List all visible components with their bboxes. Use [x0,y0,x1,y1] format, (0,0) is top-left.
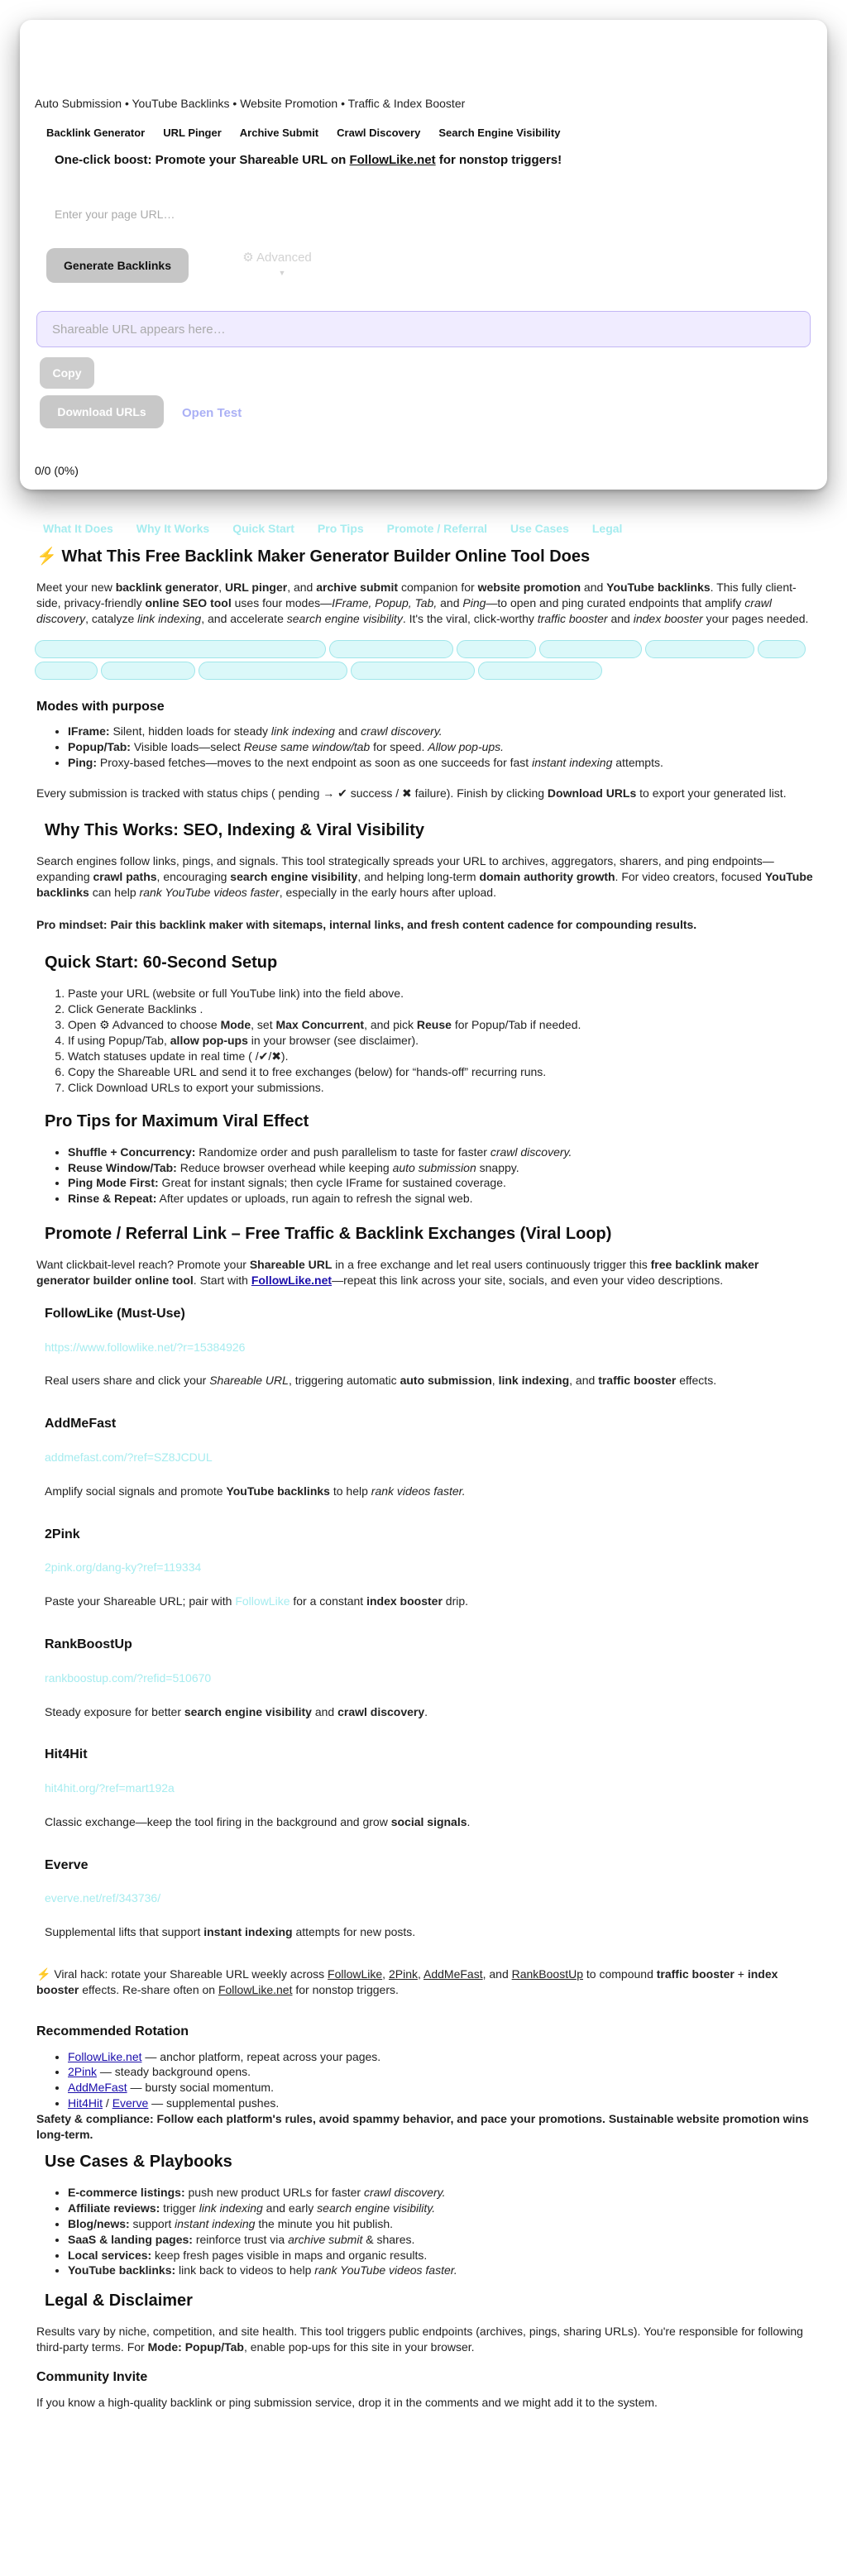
shareable-url-box [36,311,811,347]
exchange-item [45,1305,814,1388]
exchange-link[interactable]: addmefast.com/?ref=SZ8JCDUL [45,1450,213,1464]
followlike-link[interactable]: FollowLike.net [349,153,436,167]
everve-link[interactable]: Everve [112,2096,149,2110]
quick-start-steps [36,986,814,1095]
list-item: • AddMeFast — bursty social momentum. [68,2080,814,2096]
addmefast-link[interactable]: AddMeFast [68,2081,127,2095]
status-chip [199,662,347,680]
exchange-description: Supplemental lifts that support instant indexing attempts for new posts. [45,1925,416,1939]
community-heading: Community Invite [36,2370,148,2385]
followlike-link[interactable]: FollowLike.net [68,2049,142,2063]
chevron-down-icon: ▼ [278,269,286,278]
nav-why-it-works[interactable]: Why It Works [136,522,210,535]
status-chip [478,662,602,680]
list-item: 2. Click Generate Backlinks . [68,1001,814,1017]
rotation-list [36,2049,814,2112]
list-item: • Blog/news: support instant indexing the minute you hit publish. [68,2216,814,2232]
list-item: 5. Watch statuses update in real time ( /✔/✖). [68,1049,814,1064]
why-it-works-heading: Why This Works: SEO, Indexing & Viral Visibility [45,820,424,839]
list-item: • Affiliate reviews: trigger link indexing and early search engine visibility. [68,2201,814,2216]
exchange-description: Amplify social signals and promote YouTube backlinks to help rank videos faster. [45,1484,466,1498]
list-item: • IFrame: Silent, hidden loads for steady link indexing and crawl discovery. [68,724,814,739]
list-item: • Hit4Hit / Everve — supplemental pushes. [68,2096,814,2111]
exchange-item [45,1636,814,1719]
list-item: • 2Pink — steady background opens. [68,2064,814,2080]
list-item: • Local services: keep fresh pages visible in maps and organic results. [68,2248,814,2263]
exchange-list [45,1305,814,1940]
list-item: • Reuse Window/Tab: Reduce browser overhead while keeping auto submission snappy. [68,1160,814,1176]
open-test-link[interactable]: Open Test [182,406,242,420]
promote-paragraph: Want clickbait-level reach? Promote your Shareable URL in a free exchange and let real users continuously trigger this free backlink maker generator builder online tool. Start with FollowLike.net—repeat this link across your site, socials, and even your video descriptions. [36,1258,759,1288]
tab-backlink-generator[interactable]: Backlink Generator [46,127,146,139]
promote-heading: Promote / Referral Link – Free Traffic & Backlink Exchanges (Viral Loop) [45,1225,612,1244]
modes-heading: Modes with purpose [36,699,165,714]
viral-hack-callout: ⚡ Viral hack: rotate your Shareable URL weekly across FollowLike, 2Pink, AddMeFast, and RankBoostUp to compound traffic booster + index booster effects. Re-share often on FollowLike.net for nonstop triggers. [36,1967,778,1997]
list-item: 6. Copy the Shareable URL and send it to free exchanges (below) for “hands-off” recurring runs. [68,1064,814,1080]
nav-pro-tips[interactable]: Pro Tips [317,522,364,535]
followlike-link[interactable]: FollowLike.net [251,1274,333,1288]
followlike-net-link[interactable]: FollowLike.net [218,1983,293,1997]
list-item: • SaaS & landing pages: reinforce trust via archive submit & shares. [68,2232,814,2248]
use-cases-list [36,2185,814,2278]
exchange-name: Everve [45,1857,89,1872]
generate-backlinks-button[interactable]: Generate Backlinks [46,248,189,283]
pro-tips-heading: Pro Tips for Maximum Viral Effect [45,1111,309,1130]
nav-promote-referral[interactable]: Promote / Referral [386,522,488,535]
exchange-description: Real users share and click your Shareable URL, triggering automatic auto submission, link indexing, and traffic booster effects. [45,1374,717,1388]
status-chip [35,662,98,680]
tool-tabs [38,119,568,147]
status-chip [101,662,195,680]
boost-banner: One-click boost: Promote your Shareable URL on FollowLike.net for nonstop triggers! [55,153,562,167]
status-chip [645,640,754,658]
exchange-item [45,1526,814,1609]
legal-paragraph: Results vary by niche, competition, and site health. This tool triggers public endpoints (archives, pings, sharing URLs). You're responsible for following third-party terms. For Mode: Popup/Tab, enable pop-ups for this site in your browser. [36,2325,803,2354]
exchange-description: Paste your Shareable URL; pair with FollowLike for a constant index booster drip. [45,1594,469,1608]
safety-callout: Safety & compliance: Follow each platform's rules, avoid spammy behavior, and pace your promotions. Sustainable website promotion wins long-term. [36,2112,809,2142]
why-paragraph: Search engines follow links, pings, and signals. This tool strategically spreads your URL to archives, aggregators, sharers, and ping endpoints—expanding crawl paths, encouraging search engine visibility, and helping long-term domain authority growth. For video creators, focused YouTube backlinks can help rank YouTube videos faster, especially in the early hours after upload. [36,853,813,899]
status-chip [35,640,326,658]
exchange-item [45,1857,814,1940]
status-chip [329,640,453,658]
community-paragraph: If you know a high-quality backlink or ping submission service, drop it in the comments and we might add it to the system. [36,2395,658,2409]
advanced-label: Advanced [256,251,312,265]
tracking-paragraph: Every submission is tracked with status chips ( pending → ✔ success / ✖ failure). Finish by clicking Download URLs to export your generated list. [36,786,787,800]
list-item: • E-commerce listings: push new product URLs for faster crawl discovery. [68,2185,814,2201]
list-item: • Ping Mode First: Great for instant signals; then cycle IFrame for sustained coverage. [68,1175,814,1191]
tool-card [20,20,827,490]
list-item: • Shuffle + Concurrency: Randomize order and push parallelism to taste for faster crawl discovery. [68,1145,814,1160]
list-item: • FollowLike.net — anchor platform, repeat across your pages. [68,2049,814,2065]
exchange-link[interactable]: hit4hit.org/?ref=mart192a [45,1781,175,1795]
list-item: 3. Open ⚙ Advanced to choose Mode, set Max Concurrent, and pick Reuse for Popup/Tab if needed. [68,1017,814,1033]
exchange-link[interactable]: everve.net/ref/343736/ [45,1891,161,1905]
addmefast-link[interactable]: AddMeFast [424,1967,483,1981]
exchange-name: FollowLike (Must-Use) [45,1306,185,1321]
exchange-name: Hit4Hit [45,1747,88,1762]
tab-url-pinger[interactable]: URL Pinger [163,127,222,139]
copy-button[interactable]: Copy [40,357,94,389]
nav-what-it-does[interactable]: What It Does [43,522,113,535]
modes-list [36,724,814,771]
exchange-item [45,1415,814,1498]
status-chip [457,640,536,658]
2pink-link[interactable]: 2Pink [388,1967,418,1981]
list-item: • Popup/Tab: Visible loads—select Reuse same window/tab for speed. Allow pop-ups. [68,739,814,755]
legal-heading: Legal & Disclaimer [45,2292,193,2311]
progress-counter: 0/0 (0%) [35,464,79,477]
shareable-url-field[interactable] [50,322,547,337]
exchange-link[interactable]: rankboostup.com/?refid=510670 [45,1670,212,1685]
use-cases-heading: Use Cases & Playbooks [45,2152,232,2171]
list-item: 4. If using Popup/Tab, allow pop-ups in your browser (see disclaimer). [68,1033,814,1049]
tab-search-engine-visibility[interactable]: Search Engine Visibility [438,127,561,139]
gear-icon: ⚙ [242,251,254,265]
exchange-name: RankBoostUp [45,1637,132,1652]
tab-archive-submit[interactable]: Archive Submit [239,127,319,139]
list-item: • YouTube backlinks: link back to videos to help rank YouTube videos faster. [68,2263,814,2278]
list-item: 1. Paste your URL (website or full YouTube link) into the field above. [68,986,814,1001]
page-url-input[interactable] [53,207,384,222]
tool-tagline: Auto Submission • YouTube Backlinks • Website Promotion • Traffic & Index Booster [35,97,466,110]
exchange-name: 2Pink [45,1527,80,1541]
status-chip [351,662,475,680]
nav-use-cases[interactable]: Use Cases [510,522,569,535]
intro-paragraph: Meet your new backlink generator, URL pinger, and archive submit companion for website promotion and YouTube backlinks. This fully client-side, privacy-friendly online SEO tool uses four modes—IFrame, Popup, Tab, and Ping—to open and ping curated endpoints that amplify crawl discovery, catalyze link indexing, and accelerate search engine visibility. It's the viral, click-worthy traffic booster and index booster your pages needed. [36,581,809,625]
tab-crawl-discovery[interactable]: Crawl Discovery [337,127,421,139]
section-nav [43,521,622,537]
status-chip [758,640,806,658]
exchange-link[interactable]: https://www.followlike.net/?r=15384926 [45,1340,246,1354]
download-urls-button[interactable]: Download URLs [40,395,164,428]
list-item: • Rinse & Repeat: After updates or uploads, run again to refresh the signal web. [68,1191,814,1207]
rotation-heading: Recommended Rotation [36,2024,189,2038]
advanced-toggle[interactable] [223,250,331,278]
exchange-item [45,1746,814,1829]
hit4hit-link[interactable]: Hit4Hit [68,2096,103,2110]
exchange-description: Classic exchange—keep the tool firing in the background and grow social signals. [45,1814,471,1828]
exchange-description: Steady exposure for better search engine visibility and crawl discovery. [45,1704,428,1718]
exchange-link[interactable]: 2pink.org/dang-ky?ref=119334 [45,1560,202,1575]
article-content [36,546,814,2419]
list-item: 7. Click Download URLs to export your submissions. [68,1080,814,1096]
what-it-does-heading: ⚡ What This Free Backlink Maker Generator Builder Online Tool Does [36,547,591,566]
pro-tips-list [36,1145,814,1207]
pro-mindset-callout: Pro mindset: Pair this backlink maker with sitemaps, internal links, and fresh content cadence for compounding results. [36,917,697,931]
nav-legal[interactable]: Legal [591,522,623,535]
rankboostup-link[interactable]: RankBoostUp [511,1967,584,1981]
followlike-link[interactable]: FollowLike [328,1967,383,1981]
list-item: • Ping: Proxy-based fetches—moves to the next endpoint as soon as one succeeds for fast instant indexing attempts. [68,755,814,771]
exchange-name: AddMeFast [45,1417,117,1431]
followlike-inline-link[interactable]: FollowLike [235,1594,290,1608]
2pink-link[interactable]: 2Pink [68,2065,98,2079]
quick-start-heading: Quick Start: 60-Second Setup [45,953,278,973]
status-chip [539,640,642,658]
status-chip-strip [35,640,814,690]
nav-quick-start[interactable]: Quick Start [232,522,294,535]
